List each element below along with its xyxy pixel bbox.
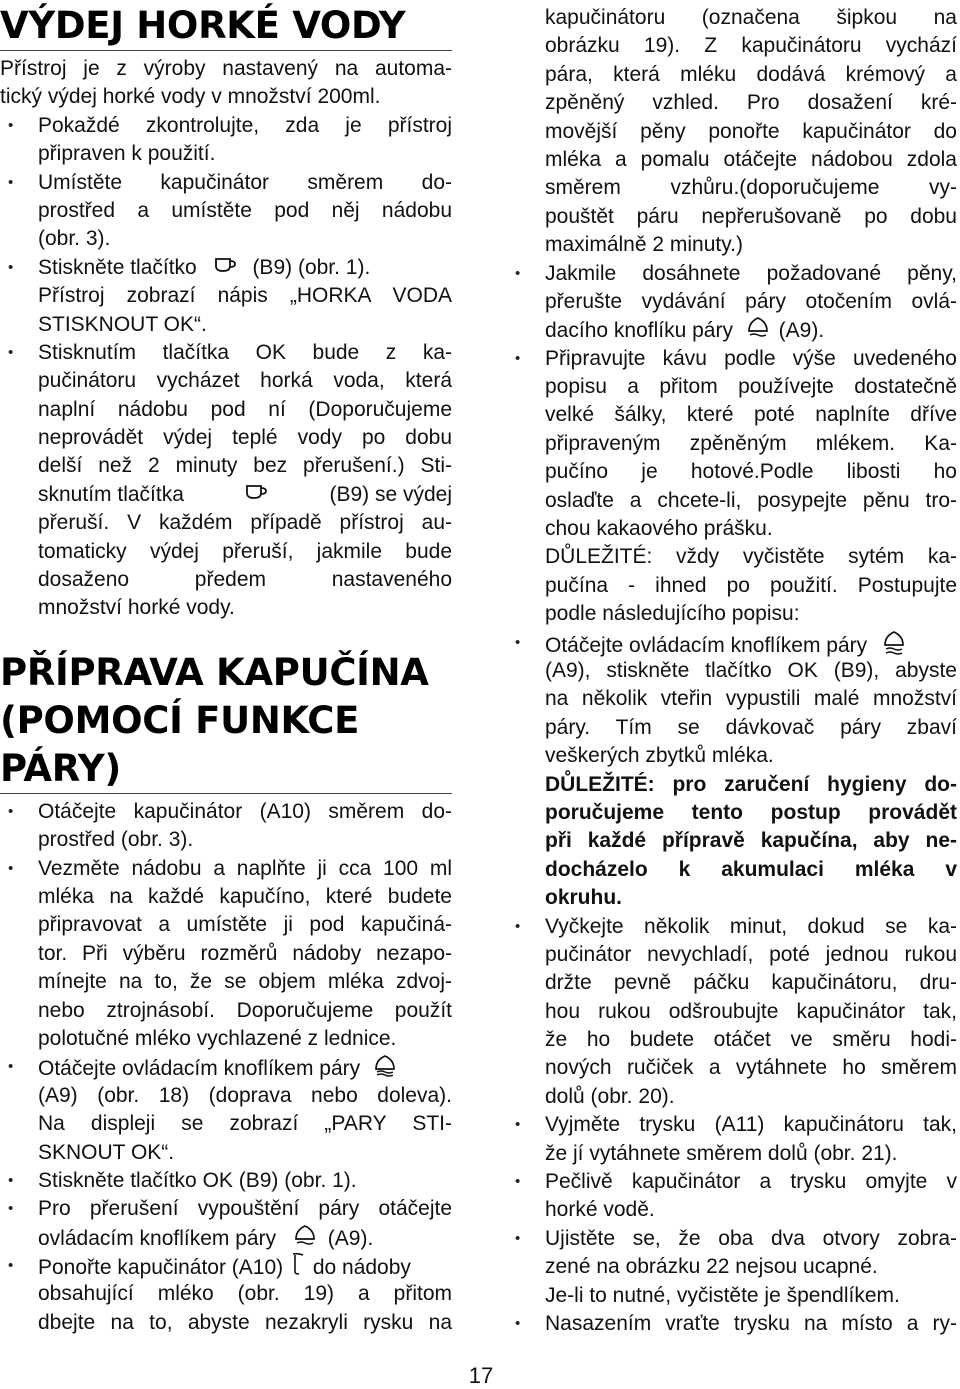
text-line: dbejte na to, abyste nezakryli rysku na <box>38 1310 452 1334</box>
steam-icon <box>292 1224 318 1254</box>
inline-text: ovládacím knoflíkem páry <box>38 1226 277 1250</box>
inline-text: Otáčejte ovládacím knoflíkem páry <box>38 1057 361 1081</box>
page-number: 17 <box>468 1363 494 1388</box>
bullet-place-cappuccinator <box>0 169 452 254</box>
text-line: popisu a přitom používejte dostatečně <box>545 375 957 399</box>
text-line: pučinátoru vycházet horká voda, která <box>38 369 452 393</box>
heading-rule <box>0 793 452 794</box>
text-line: DŮLEŽITÉ: pro zaručení hygieny do- <box>545 772 957 796</box>
inline-text: dacího knoflíku páry <box>545 319 733 343</box>
text-line: SKNOUT OK“. <box>38 1140 175 1164</box>
text-line: držte pevně páčku kapučinátoru, dru- <box>545 971 957 995</box>
text-line: hou rukou odšroubujte kapučinátor tak, <box>545 999 957 1023</box>
inline-text: (A9). <box>327 1226 374 1250</box>
bullet-immerse-cappuccinator <box>0 1252 452 1337</box>
inline-text: do nádoby <box>312 1255 411 1279</box>
text-line: delší než 2 minuty bez přerušení.) Sti- <box>38 454 452 478</box>
text-line: tor. Při výběru rozměrů nádoby nezapo- <box>38 941 452 965</box>
bullet-check-ready <box>0 112 452 169</box>
text-line: STISKNOUT OK“. <box>38 312 207 336</box>
intro-paragraph <box>0 55 452 112</box>
text-line: Přístroj je z výroby nastavený na automa- <box>0 57 452 80</box>
text-line: kapučinátoru (označena šipkou na <box>545 6 957 29</box>
text-line: podle následujícího popisu: <box>545 602 800 626</box>
text-line: (A9) (obr. 18) (doprava nebo doleva). <box>38 1083 452 1107</box>
text-line: prostřed (obr. 3). <box>38 828 194 852</box>
text-line: přeruší. V každém případě přístroj au- <box>38 511 452 535</box>
text-line: nových ručiček a vytáhnete ho směrem <box>545 1056 957 1080</box>
text-line: oslaďte a chcete-li, posypejte pěnu tro- <box>545 488 957 512</box>
text-line: • Připravujte kávu podle výše uvedeného <box>507 345 957 373</box>
text-line: • Vyčkejte několik minut, dokud se ka- <box>507 913 957 941</box>
text-line: horké vodě. <box>545 1198 655 1222</box>
bullet-press-button <box>0 254 452 339</box>
text-line: prostřed a umístěte pod něj nádobu <box>38 198 452 222</box>
text-line: zpěněný vzhled. Pro dosažení kré- <box>545 91 957 115</box>
bullet-turn-cappuccinator <box>0 798 452 855</box>
text-line: nebo ztrojnásobí. Doporučujeme použít <box>38 998 452 1022</box>
text-line: • Pečlivě kapučinátor a trysku omyjte v <box>507 1168 957 1196</box>
text-line: obsahující mléko (obr. 19) a přitom <box>38 1282 452 1306</box>
heading-line: PÁRY) <box>0 746 122 790</box>
left-column <box>0 0 452 1337</box>
text-line: DŮLEŽITÉ: vždy vyčistěte sytém ka- <box>545 545 957 569</box>
text-line: • Pro přerušení vypouštění páry otáčejte <box>0 1195 452 1223</box>
text-line: pučinátor nevychladí, poté jednou rukou <box>545 942 957 966</box>
text-line: (A9), stiskněte tlačítko OK (B9), abyste <box>545 658 957 682</box>
text-line: velké šálky, které poté naplníte dříve <box>545 403 957 427</box>
bullet-wait-cool <box>507 913 957 1112</box>
text-line: směrem vzhůru.(doporučujeme vy- <box>545 176 957 200</box>
inline-text: (A9). <box>778 319 825 343</box>
text-line: pučína - ihned po použití. Postupujte <box>545 573 957 597</box>
inline-text: (B9) (obr. 1). <box>252 255 371 279</box>
heading-cappuccino <box>0 649 452 793</box>
text-line: připraveným zpěněným mlékem. Ka- <box>545 431 957 455</box>
heading-line: PŘÍPRAVA KAPUČÍNA <box>0 650 429 694</box>
text-line <box>0 481 452 509</box>
text-line <box>507 316 957 344</box>
heading-hot-water: VÝDEJ HORKÉ VODY <box>0 4 406 47</box>
text-line <box>0 1053 452 1081</box>
text-line: (obr. 3). <box>38 227 111 251</box>
text-line: okruhu. <box>545 886 622 910</box>
continued-paragraph <box>507 4 957 260</box>
bullet-press-ok <box>0 339 452 623</box>
text-line: poručujeme tento postup provádět <box>545 800 957 824</box>
text-line: tomaticky výdej přeruší, jakmile bude <box>38 539 452 563</box>
text-line: dolů (obr. 20). <box>545 1084 675 1108</box>
text-line <box>0 254 452 282</box>
bullet-prepare-coffee <box>507 345 957 544</box>
text-line: maximálně 2 minuty.) <box>545 233 744 257</box>
text-line: při každé přípravě kapučína, aby ne- <box>545 829 957 853</box>
text-line: množství horké vody. <box>38 596 235 620</box>
text-line: polotučné mléko vychlazené z lednice. <box>38 1026 397 1050</box>
steam-icon <box>745 316 771 346</box>
bullet-fill-milk <box>0 855 452 1054</box>
text-line: připraven k použití. <box>38 142 216 166</box>
inline-text: sknutím tlačítka <box>38 482 184 506</box>
inline-text: (B9) se výdej <box>329 482 452 506</box>
text-line <box>507 629 957 657</box>
text-line: • Vezměte nádobu a naplňte ji cca 100 ml <box>0 855 452 883</box>
right-column <box>507 4 957 1338</box>
bullet-press-ok-b9 <box>0 1167 452 1195</box>
text-line: mléka na každé kapučíno, které budete <box>38 884 452 908</box>
text-line: Na displeji se zobrazí „PARY STI- <box>38 1112 452 1136</box>
text-line: • Umístěte kapučinátor směrem do- <box>0 169 452 197</box>
text-line: pára, která mléku dodává krémový a <box>545 62 957 86</box>
text-line: mínejte na to, že se objem mléka zdvoj- <box>38 970 452 994</box>
text-line: zené na obrázku 22 nejsou ucapné. <box>545 1255 878 1279</box>
text-line: • Stisknutím tlačítka OK bude z ka- <box>0 339 452 367</box>
bullet-refit-nozzle <box>507 1310 957 1338</box>
heading-line: (POMOCÍ FUNKCE <box>0 698 360 742</box>
inline-text: Ponořte kapučinátor (A10) <box>38 1255 284 1279</box>
hot-water-cup-icon <box>244 481 270 509</box>
bullet-wash <box>507 1168 957 1225</box>
text-line: dosaženo předem nastaveného <box>38 568 452 592</box>
text-line: chou kakaového prášku. <box>545 517 773 541</box>
heading-rule <box>0 50 452 51</box>
hot-water-cup-icon <box>213 254 239 282</box>
bullet-remove-nozzle <box>507 1111 957 1168</box>
text-line: neprovádět výdej teplé vody po dobu <box>38 426 452 450</box>
text-line: přerušte vydávání páry otočením ovlá- <box>545 289 957 313</box>
inline-text: Stiskněte tlačítko <box>38 255 197 279</box>
important-hygiene-paragraph <box>507 771 957 913</box>
text-line: páry. Tím se dávkovač páry zbaví <box>545 715 957 739</box>
text-line: pučíno je hotové.Podle libosti ho <box>545 460 957 484</box>
text-line: • Nasazením vraťte trysku na místo a ry- <box>507 1310 957 1338</box>
text-line: docházelo k akumulaci mléka v <box>545 857 957 881</box>
text-line: že jí vytáhnete směrem dolů (obr. 21). <box>545 1141 898 1165</box>
text-line: Přístroj zobrazí nápis „HORKA VODA <box>38 284 452 308</box>
bullet-release-steam <box>507 629 957 771</box>
text-line: naplní nádobu pod ní (Doporučujeme <box>38 397 452 421</box>
text-line: veškerých zbytků mléka. <box>545 744 774 768</box>
text-line <box>0 1252 452 1280</box>
text-line: movější pěny ponořte kapučinátor do <box>545 119 957 143</box>
text-line: obrázku 19). Z kapučinátoru vychází <box>545 34 957 58</box>
text-line: pouštět páru nepřerušovaně po dobu <box>545 204 957 228</box>
text-line <box>0 1224 452 1252</box>
text-line: že ho budete otáčet ve směru hodi- <box>545 1028 957 1052</box>
text-line: mléka a pomalu otáčejte nádobou zdola <box>545 147 957 171</box>
bullet-stop-steam <box>0 1195 452 1252</box>
text-line: • Jakmile dosáhnete požadované pěny, <box>507 260 957 288</box>
inline-text: Otáčejte ovládacím knoflíkem páry <box>545 633 868 657</box>
text-line: • Stiskněte tlačítko OK (B9) (obr. 1). <box>0 1167 452 1195</box>
text-line: • Ujistěte se, že oba dva otvory zobra- <box>507 1225 957 1253</box>
text-line: na několik vteřin vypustili malé množství <box>545 687 957 711</box>
bullet-stop-foam <box>507 260 957 345</box>
text-line: připravovat a umístěte ji pod kapučiná- <box>38 913 452 937</box>
text-line: • Otáčejte kapučinátor (A10) směrem do- <box>0 798 452 826</box>
text-line: • Pokaždé zkontrolujte, zda je přístroj <box>0 112 452 140</box>
important-clean-paragraph <box>507 543 957 628</box>
text-line: tický výdej horké vody v množství 200ml. <box>0 85 381 109</box>
bullet-check-holes <box>507 1225 957 1310</box>
text-line: • Vyjměte trysku (A11) kapučinátoru tak, <box>507 1111 957 1139</box>
text-line: Je-li to nutné, vyčistěte je špendlíkem. <box>545 1283 900 1307</box>
bullet-turn-steam-knob <box>0 1053 452 1167</box>
